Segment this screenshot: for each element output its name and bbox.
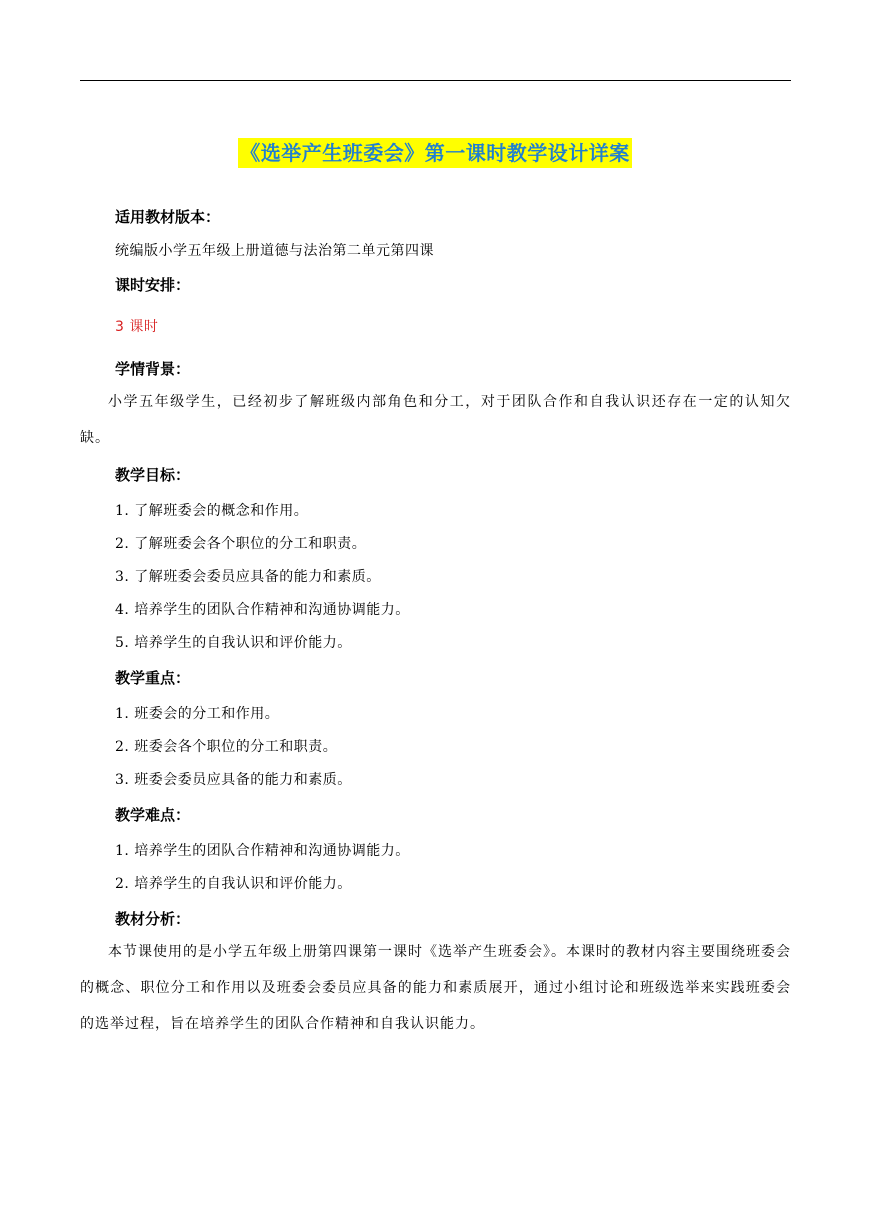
title-container <box>0 138 870 168</box>
objectives-list <box>115 500 791 654</box>
key-points-list <box>115 703 791 791</box>
background-paragraph: 小学五年级学生，已经初步了解班级内部角色和分工，对于团队合作和自我认识还存在一定的认知欠缺。 <box>80 394 791 446</box>
list-item: 2. 班委会各个职位的分工和职责。 <box>115 739 338 755</box>
difficulties-heading: 教学难点： <box>115 806 191 824</box>
textbook-text: 统编版小学五年级上册道德与法治第二单元第四课 <box>115 243 434 259</box>
list-item: 2. 培养学生的自我认识和评价能力。 <box>115 876 352 892</box>
analysis-paragraph: 本节课使用的是小学五年级上册第四课第一课时《选举产生班委会》。本课时的教材内容主要围绕班委会的概念、职位分工和作用以及班委会委员应具备的能力和素质展开，通过小组讨论和班级选举来实践班委会的选举过程，旨在培养学生的团队合作精神和自我认识能力。 <box>80 944 791 1032</box>
list-item: 4. 培养学生的团队合作精神和沟通协调能力。 <box>115 602 410 618</box>
list-item: 1. 班委会的分工和作用。 <box>115 706 280 722</box>
schedule-heading: 课时安排： <box>115 276 191 294</box>
objectives-heading: 教学目标： <box>115 466 191 484</box>
list-item: 5. 培养学生的自我认识和评价能力。 <box>115 635 352 651</box>
difficulties-list <box>115 840 791 895</box>
key-points-heading: 教学重点： <box>115 669 191 687</box>
list-item: 3. 班委会委员应具备的能力和素质。 <box>115 772 352 788</box>
textbook-heading: 适用教材版本： <box>115 208 221 226</box>
document-body <box>80 206 791 1042</box>
document-title: 《选举产生班委会》第一课时教学设计详案 <box>238 138 632 168</box>
header-rule <box>80 80 791 81</box>
background-heading: 学情背景： <box>115 360 191 378</box>
list-item: 1. 培养学生的团队合作精神和沟通协调能力。 <box>115 843 410 859</box>
schedule-text: 3 课时 <box>115 319 159 335</box>
analysis-heading: 教材分析： <box>115 910 191 928</box>
list-item: 2. 了解班委会各个职位的分工和职责。 <box>115 536 367 552</box>
list-item: 3. 了解班委会委员应具备的能力和素质。 <box>115 569 381 585</box>
list-item: 1. 了解班委会的概念和作用。 <box>115 503 309 519</box>
